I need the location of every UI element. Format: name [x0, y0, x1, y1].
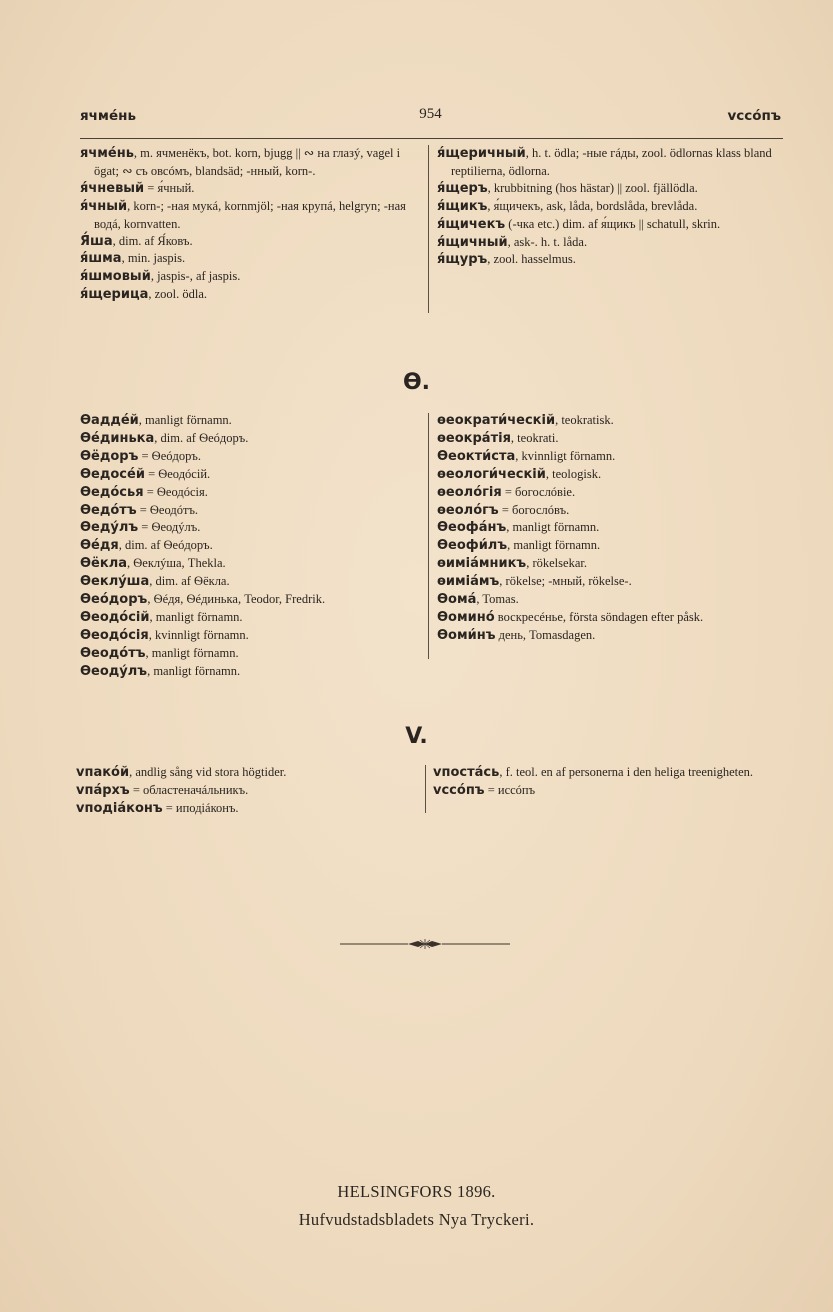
headword: vссóпъ	[433, 782, 485, 798]
headword: Ѳаддéй	[80, 413, 139, 428]
dictionary-entry: ѳимiáмникъ, rökelsekar.	[437, 556, 587, 572]
headword: я́чневый	[80, 180, 145, 196]
dictionary-entry: Ѳедýлъ = Ѳеодýлъ.	[80, 520, 201, 536]
dictionary-entry: Ѳеофáнъ, manligt förnamn.	[437, 520, 600, 536]
dictionary-entry: я́чный, korn-; -ная мукá, kornmjöl; -ная крупá, helgryn; -ная водá, kornvatten.	[80, 198, 406, 231]
headword: я́щеръ	[437, 180, 488, 196]
headword: ѳеокрáтія	[437, 430, 511, 446]
headword: Ѳедóтъ	[80, 502, 137, 518]
headword: ѳеолóгія	[437, 484, 502, 500]
dictionary-entry: Ѳеодýлъ, manligt förnamn.	[80, 663, 241, 679]
dictionary-entry: Ѳедóсья = Ѳеодóсія.	[80, 484, 208, 500]
section1-right-column	[437, 145, 780, 269]
headword: я́щичекъ	[437, 216, 506, 232]
headword: Ѳеóдоръ	[80, 592, 148, 608]
column-divider	[428, 145, 429, 313]
headword: Я́ша	[80, 233, 113, 249]
dictionary-entry: я́щеръ, krubbitning (hos hästar) || zool. fjällödla.	[437, 180, 698, 196]
headword: Ѳедóсья	[80, 484, 144, 500]
headword: Ѳомá	[437, 592, 477, 608]
header-right-guideword: vссóпъ	[727, 108, 781, 124]
dictionary-entry: Ѳеофи́лъ, manligt förnamn.	[437, 538, 601, 554]
headword: vпáрхъ	[76, 782, 130, 798]
headword: ѳимiáмникъ	[437, 556, 527, 572]
dictionary-entry: я́чневый = я́чный.	[80, 180, 195, 196]
headword: Ѳёдоръ	[80, 448, 139, 464]
headword: я́щикъ	[437, 198, 488, 214]
headword: я́щичный	[437, 234, 508, 250]
headword: Ѳедýлъ	[80, 520, 139, 536]
headword: Ѳедосéй	[80, 466, 145, 482]
dictionary-entry: ѳимiáмъ, rökelse; -мный, rökelse-.	[437, 574, 632, 590]
dictionary-entry: Ѳеокти́ста, kvinnligt förnamn.	[437, 448, 616, 464]
dictionary-entry: ѳеократи́ческій, teokratisk.	[437, 413, 614, 428]
dictionary-entry: я́щуръ, zool. hasselmus.	[437, 252, 576, 268]
dictionary-entry: Ѳоминó воскресéнье, första söndagen efter påsk.	[437, 609, 704, 625]
dictionary-entry: Ѳéдинька, dim. af Ѳеóдоръ.	[80, 430, 249, 446]
section2-left-column	[80, 412, 422, 681]
dictionary-entry: Ѳеодóсій, manligt förnamn.	[80, 609, 243, 625]
headword: ѳеологи́ческій	[437, 466, 546, 482]
dictionary-entry: я́щичный, ask-. h. t. låda.	[437, 234, 588, 250]
section1-left-column	[80, 145, 420, 304]
headword: я́щеричный	[437, 146, 526, 161]
dictionary-entry: vподiáконъ = иподiáконъ.	[76, 800, 239, 816]
headword: Ѳеклýша	[80, 574, 150, 590]
headword: я́щуръ	[437, 252, 488, 268]
dictionary-entry: я́щикъ, я́щичекъ, ask, låda, bordslåda, brevlåda.	[437, 198, 698, 214]
dictionary-entry: vпостáсь, f. teol. en af personerna i den heliga treenigheten.	[433, 765, 754, 780]
headword: ѳеолóгъ	[437, 502, 499, 518]
dictionary-entry: Ѳедóтъ = Ѳеодóтъ.	[80, 502, 199, 518]
headword: Ѳеодóсія	[80, 627, 149, 643]
headword: ѳеократи́ческій	[437, 413, 556, 428]
dictionary-entry: vпáрхъ = областеначáльникъ.	[76, 782, 249, 798]
dictionary-entry: ѳеолóгія = богослóвіе.	[437, 484, 576, 500]
headword: Ѳеокти́ста	[437, 448, 516, 464]
dictionary-entry: я́щерица, zool. ödla.	[80, 287, 208, 303]
dictionary-entry: ячмéнь, m. ячменёкъ, bot. korn, bjugg || ∾ на глазý, vagel i ögat; ∾ съ овсóмъ, blandsäd; -нный, korn-.	[80, 146, 401, 178]
dictionary-entry: Ѳоми́нъ день, Tomasdagen.	[437, 627, 596, 643]
section3-right-column	[433, 764, 780, 800]
section-heading-fita: Ѳ.	[402, 370, 431, 395]
headword: Ѳеодóтъ	[80, 645, 146, 661]
dictionary-entry: Ѳеóдоръ, Ѳéдя, Ѳéдинька, Teodor, Fredrik.	[80, 592, 326, 608]
section3-left-column	[76, 764, 422, 818]
dictionary-entry: я́щеричный, h. t. ödla; -ные гáды, zool. ödlornas klass bland reptilierna, ödlorna.	[437, 146, 772, 178]
dictionary-entry: я́шма, min. jaspis.	[80, 251, 186, 267]
dictionary-entry: я́шмовый, jaspis-, af jaspis.	[80, 269, 241, 285]
headword: Ѳеодóсій	[80, 609, 150, 625]
headword: я́щерица	[80, 287, 149, 303]
headword: Ѳеодýлъ	[80, 663, 148, 679]
header-left-guideword: ячмéнь	[80, 108, 136, 124]
dictionary-entry: Ѳёкла, Ѳеклýша, Thekla.	[80, 556, 226, 572]
dictionary-entry: Ѳеклýша, dim. af Ѳёкла.	[80, 574, 230, 590]
headword: vпостáсь	[433, 765, 500, 780]
ornament-divider-icon	[340, 939, 510, 949]
dictionary-entry: Ѳедосéй = Ѳеодóсій.	[80, 466, 211, 482]
header-rule	[80, 138, 783, 139]
headword: я́шма	[80, 251, 122, 267]
page-number: 954	[419, 106, 442, 122]
dictionary-entry: ѳеолóгъ = богослóвъ.	[437, 502, 570, 518]
dictionary-entry: Ѳеодóтъ, manligt förnamn.	[80, 645, 239, 661]
column-divider	[425, 765, 426, 813]
headword: я́шмовый	[80, 269, 151, 285]
dictionary-entry: Ѳаддéй, manligt förnamn.	[80, 413, 232, 428]
headword: Ѳеофи́лъ	[437, 538, 508, 554]
headword: vподiáконъ	[76, 800, 163, 816]
dictionary-entry: Ѳомá, Tomas.	[437, 592, 519, 608]
dictionary-entry: ѳеологи́ческій, teologisk.	[437, 466, 602, 482]
section2-right-column	[437, 412, 780, 645]
headword: ѳимiáмъ	[437, 574, 500, 590]
dictionary-entry: я́щичекъ (-чка etc.) dim. af я́щикъ || schatull, skrin.	[437, 216, 721, 232]
headword: Ѳоми́нъ	[437, 627, 496, 643]
dictionary-entry: Ѳёдоръ = Ѳеóдоръ.	[80, 448, 201, 464]
dictionary-entry: vссóпъ = иссóпъ	[433, 782, 536, 798]
headword: я́чный	[80, 198, 128, 214]
headword: Ѳеофáнъ	[437, 520, 507, 536]
dictionary-entry: ѳеокрáтія, teokrati.	[437, 430, 559, 446]
imprint-city-year: HELSINGFORS 1896.	[337, 1182, 496, 1201]
headword: Ѳéдинька	[80, 430, 155, 446]
column-divider	[428, 413, 429, 659]
headword: vпакóй	[76, 765, 130, 780]
headword: Ѳéдя	[80, 538, 119, 554]
headword: ячмéнь	[80, 146, 134, 161]
dictionary-entry: Ѳéдя, dim. af Ѳеóдоръ.	[80, 538, 213, 554]
dictionary-entry: Я́ша, dim. af Я́ковъ.	[80, 233, 193, 249]
imprint-printer: Hufvudstadsbladets Nya Tryckeri.	[298, 1210, 535, 1229]
dictionary-entry: Ѳеодóсія, kvinnligt förnamn.	[80, 627, 249, 643]
dictionary-entry: vпакóй, andlig sång vid stora högtider.	[76, 765, 287, 780]
headword: Ѳёкла	[80, 556, 127, 572]
headword: Ѳоминó	[437, 609, 495, 625]
section-heading-izhitsa: V.	[405, 724, 428, 749]
running-header	[80, 106, 781, 126]
